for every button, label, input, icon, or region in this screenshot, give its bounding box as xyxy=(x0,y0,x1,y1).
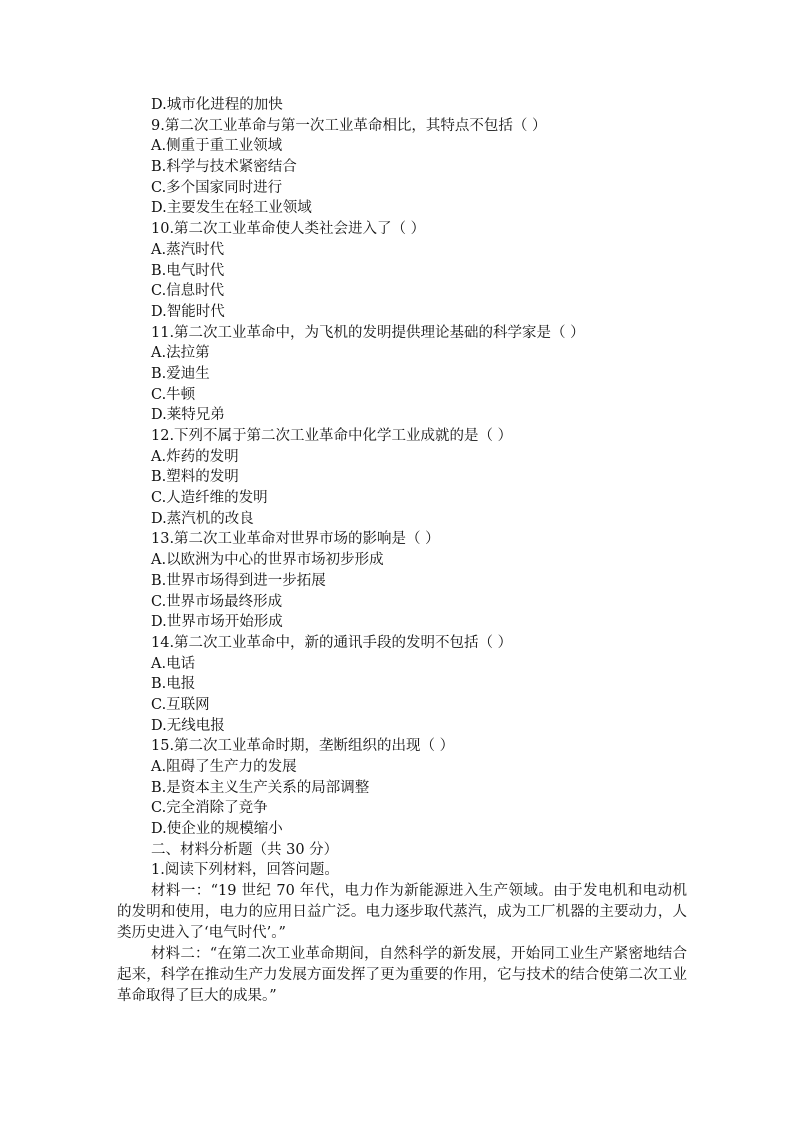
section-heading: 二、材料分析题（共 30 分） xyxy=(151,841,339,858)
question-15: 15.第二次工业革命时期，垄断组织的出现（ ） xyxy=(151,738,455,755)
option-text: D.使企业的规模缩小 xyxy=(151,821,283,838)
option-text: B.塑料的发明 xyxy=(151,469,239,486)
option-text: B.电气时代 xyxy=(151,262,225,279)
option-text: A.以欧洲为中心的世界市场初步形成 xyxy=(151,552,384,569)
option-text: D.主要发生在轻工业领域 xyxy=(151,200,312,217)
option-text: C.完全消除了竞争 xyxy=(151,800,268,817)
option-text: B.科学与技术紧密结合 xyxy=(151,159,297,176)
document-content xyxy=(117,95,687,1007)
option-text: C.牛顿 xyxy=(151,386,196,403)
question-13: 13.第二次工业革命对世界市场的影响是（ ） xyxy=(151,531,440,548)
material-two: 材料二：“在第二次工业革命期间，自然科学的新发展，开始同工业生产紧密地结合起来，科学在推动生产力发展方面发挥了更为重要的作用，它与技术的结合使第二次工业革命取得了巨大的成果。” xyxy=(117,946,687,1005)
option-text: D.城市化进程的加快 xyxy=(151,97,283,113)
question-14: 14.第二次工业革命中，新的通讯手段的发明不包括（ ） xyxy=(151,634,513,651)
option-text: C.信息时代 xyxy=(151,283,225,300)
option-text: A.法拉第 xyxy=(151,345,210,362)
option-text: B.爱迪生 xyxy=(151,365,210,382)
question-11: 11.第二次工业革命中，为飞机的发明提供理论基础的科学家是（ ） xyxy=(151,324,585,341)
option-text: D.蒸汽机的改良 xyxy=(151,510,254,527)
question-10: 10.第二次工业革命使人类社会进入了（ ） xyxy=(151,221,426,238)
material-one: 材料一：“19 世纪 70 年代，电力作为新能源进入生产领域。由于发电机和电动机的发明和使用，电力的应用日益广泛。电力逐步取代蒸汽，成为工厂机器的主要动力，人类历史进入了‘电气时代’。” xyxy=(117,883,687,942)
option-text: D.世界市场开始形成 xyxy=(151,614,283,631)
question-9: 9.第二次工业革命与第一次工业革命相比，其特点不包括（ ） xyxy=(151,117,547,134)
option-text: C.多个国家同时进行 xyxy=(151,179,283,196)
option-text: A.电话 xyxy=(151,655,196,672)
option-text: A.炸药的发明 xyxy=(151,448,239,465)
option-text: B.世界市场得到进一步拓展 xyxy=(151,572,326,589)
option-text: D.无线电报 xyxy=(151,717,225,734)
material-question-prompt: 1.阅读下列材料，回答问题。 xyxy=(151,862,339,879)
option-text: D.智能时代 xyxy=(151,303,225,320)
option-text: B.电报 xyxy=(151,676,196,693)
option-text: C.世界市场最终形成 xyxy=(151,593,283,610)
option-text: A.侧重于重工业领域 xyxy=(151,138,283,155)
option-text: D.莱特兄弟 xyxy=(151,407,225,424)
question-12: 12.下列不属于第二次工业革命中化学工业成就的是（ ） xyxy=(151,428,513,444)
option-text: B.是资本主义生产关系的局部调整 xyxy=(151,779,370,796)
option-text: A.阻碍了生产力的发展 xyxy=(151,759,297,775)
option-text: A.蒸汽时代 xyxy=(151,241,225,258)
option-text: C.互联网 xyxy=(151,696,210,713)
option-text: C.人造纤维的发明 xyxy=(151,490,268,507)
